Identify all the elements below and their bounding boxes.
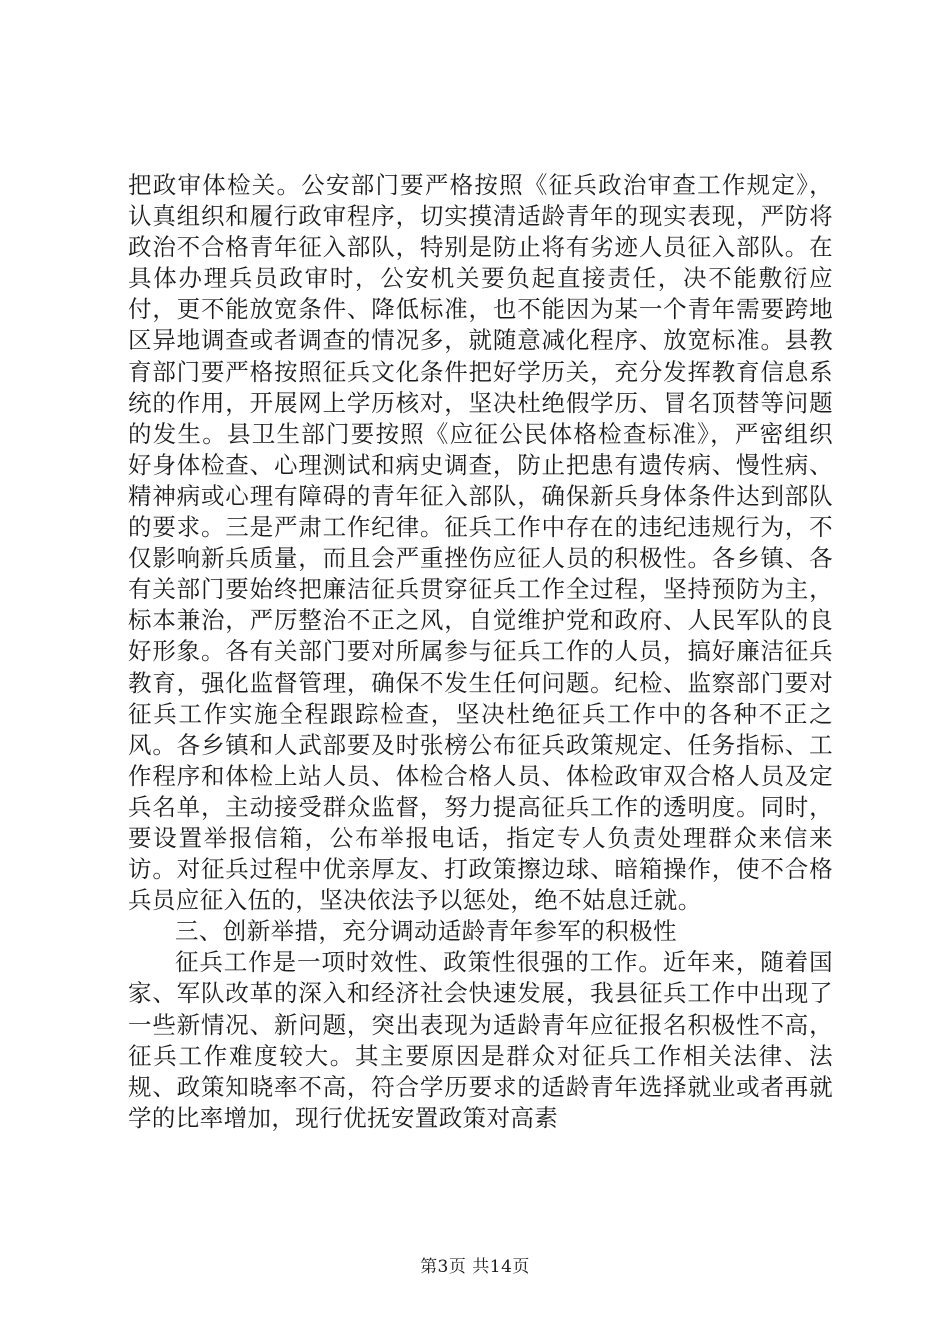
section-heading: 三、创新举措，充分调动适龄青年参军的积极性 xyxy=(175,917,677,946)
document-body xyxy=(128,170,833,1134)
page-footer: 第3页 共14页 xyxy=(420,1257,530,1277)
paragraph-continuation: 把政审体检关。公安部门要严格按照《征兵政治审查工作规定》，认真组织和履行政审程序，切实摸清适龄青年的现实表现，严防将政治不合格青年征入部队，特别是防止将有劣迹人员征入部队。在具体办理兵员政审时，公安机关要负起直接责任，决不能敷衍应付，更不能放宽条件、降低标准，也不能因为某一个青年需要跨地区异地调查或者调查的情况多，就随意减化程序、放宽标准。县教育部门要严格按照征兵文化条件把好学历关，充分发挥教育信息系统的作用，开展网上学历核对，坚决杜绝假学历、冒名顶替等问题的发生。县卫生部门要按照《应征公民体格检查标准》，严密组织好身体检查、心理测试和病史调查，防止把患有遗传病、慢性病、精神病或心理有障碍的青年征入部队，确保新兵身体条件达到部队的要求。三是严肃工作纪律。征兵工作中存在的违纪违规行为，不仅影响新兵质量，而且会严重挫伤应征人员的积极性。各乡镇、各有关部门要始终把廉洁征兵贯穿征兵工作全过程，坚持预防为主，标本兼治，严厉整治不正之风，自觉维护党和政府、人民军队的良好形象。各有关部门要对所属参与征兵工作的人员，搞好廉洁征兵教育，强化监督管理，确保不发生任何问题。纪检、监察部门要对征兵工作实施全程跟踪检查，坚决杜绝征兵工作中的各种不正之风。各乡镇和人武部要及时张榜公布征兵政策规定、任务指标、工作程序和体检上站人员、体检合格人员、体检政审双合格人员及定兵名单，主动接受群众监督，努力提高征兵工作的透明度。同时，要设置举报信箱，公布举报电话，指定专人负责处理群众来信来访。对征兵过程中优亲厚友、打政策擦边球、暗箱操作，使不合格兵员应征入伍的，坚决依法予以惩处，绝不姑息迁就。 xyxy=(128,171,833,915)
paragraph-body: 征兵工作是一项时效性、政策性很强的工作。近年来，随着国家、军队改革的深入和经济社会快速发展，我县征兵工作中出现了一些新情况、新问题，突出表现为适龄青年应征报名积极性不高，征兵工作难度较大。其主要原因是群众对征兵工作相关法律、法规、政策知晓率不高，符合学历要求的适龄青年选择就业或者再就学的比率增加，现行优抚安置政策对高素 xyxy=(128,948,833,1132)
